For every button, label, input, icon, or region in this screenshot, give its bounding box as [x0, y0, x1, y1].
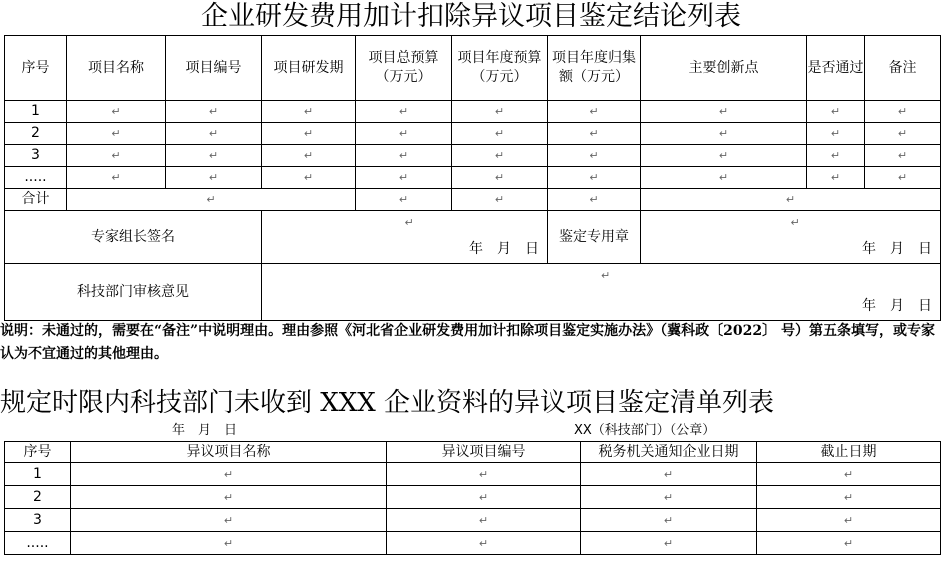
expert-sign-label: 专家组长签名 — [5, 211, 262, 264]
header-notice-date: 税务机关通知企业日期 — [581, 442, 757, 463]
list-date: 年 月 日 — [172, 423, 238, 438]
expert-sign-cell[interactable] — [262, 211, 548, 264]
cell[interactable] — [387, 532, 581, 555]
para-mark: ↵ — [494, 171, 505, 184]
total-annual-budget-cell[interactable] — [452, 189, 548, 211]
cell[interactable] — [387, 486, 581, 509]
cell[interactable] — [356, 101, 452, 123]
para-mark: ↵ — [718, 105, 729, 118]
para-mark: ↵ — [206, 193, 216, 206]
table-row — [5, 486, 941, 509]
cell[interactable] — [581, 532, 757, 555]
para-mark: ↵ — [830, 171, 841, 184]
para-mark: ↵ — [398, 171, 409, 184]
cell[interactable] — [807, 145, 865, 167]
cell[interactable] — [548, 123, 641, 145]
cell[interactable] — [166, 101, 262, 123]
para-mark: ↵ — [843, 490, 854, 504]
cell[interactable] — [262, 145, 356, 167]
para-mark: ↵ — [303, 171, 314, 184]
para-mark: ↵ — [589, 193, 599, 206]
para-mark: ↵ — [830, 105, 841, 118]
row-seq: 2 — [5, 123, 67, 145]
cell[interactable] — [807, 167, 865, 189]
cell[interactable] — [641, 123, 807, 145]
header-seq: 序号 — [5, 442, 71, 463]
para-mark: ↵ — [830, 149, 841, 162]
para-mark: ↵ — [718, 127, 729, 140]
cell[interactable] — [548, 145, 641, 167]
cell[interactable] — [757, 509, 941, 532]
cell[interactable] — [641, 101, 807, 123]
cell[interactable] — [548, 101, 641, 123]
para-mark: ↵ — [843, 536, 854, 550]
para-mark: ↵ — [478, 467, 489, 481]
cell[interactable] — [262, 123, 356, 145]
para-mark: ↵ — [303, 105, 314, 118]
cell[interactable] — [865, 123, 941, 145]
para-mark: ↵ — [303, 149, 314, 162]
dept-opinion-label: 科技部门审核意见 — [5, 264, 262, 321]
total-label: 合计 — [5, 189, 67, 211]
cell[interactable] — [387, 509, 581, 532]
page-title: 企业研发费用加计扣除异议项目鉴定结论列表 — [201, 1, 741, 32]
cell[interactable] — [67, 145, 166, 167]
para-mark: ↵ — [494, 127, 505, 140]
header-project-period: 项目研发期 — [262, 36, 356, 101]
cell[interactable] — [865, 167, 941, 189]
para-mark: ↵ — [718, 149, 729, 162]
cell[interactable] — [71, 486, 387, 509]
para-mark: ↵ — [223, 467, 234, 481]
signature-row — [5, 211, 941, 264]
para-mark: ↵ — [718, 171, 729, 184]
cell[interactable] — [452, 167, 548, 189]
seal-label: 鉴定专用章 — [548, 211, 641, 264]
cell[interactable] — [356, 167, 452, 189]
cell[interactable] — [452, 145, 548, 167]
cell[interactable] — [71, 532, 387, 555]
expert-sign-date: 年 月 日 — [469, 241, 539, 257]
header-annual-budget: 项目年度预算（万元） — [452, 36, 548, 101]
para-mark: ↵ — [208, 171, 219, 184]
verdict-table — [4, 35, 941, 321]
cell[interactable] — [452, 101, 548, 123]
para-mark: ↵ — [494, 193, 505, 206]
para-mark: ↵ — [843, 467, 854, 481]
cell[interactable] — [807, 101, 865, 123]
para-mark: ↵ — [897, 171, 908, 184]
table-row — [5, 463, 941, 486]
cell[interactable] — [387, 463, 581, 486]
para-mark: ↵ — [830, 127, 841, 140]
header-objection-code: 异议项目编号 — [387, 442, 581, 463]
section-title: 规定时限内科技部门未收到 XXX 企业资料的异议项目鉴定清单列表 — [0, 388, 775, 418]
cell[interactable] — [166, 145, 262, 167]
para-mark: ↵ — [208, 149, 219, 162]
cell[interactable] — [166, 167, 262, 189]
para-mark: ↵ — [663, 536, 674, 550]
para-mark: ↵ — [111, 149, 121, 162]
para-mark: ↵ — [785, 193, 796, 206]
cell[interactable] — [67, 167, 166, 189]
row-seq: 3 — [5, 509, 71, 532]
para-mark: ↵ — [478, 490, 489, 504]
para-mark: ↵ — [843, 513, 854, 527]
cell[interactable] — [757, 486, 941, 509]
para-mark: ↵ — [398, 105, 409, 118]
cell[interactable] — [262, 167, 356, 189]
header-total-budget: 项目总预算（万元） — [356, 36, 452, 101]
para-mark: ↵ — [208, 105, 219, 118]
cell[interactable] — [757, 463, 941, 486]
list-dept-seal: XX（科技部门）（公章） — [574, 423, 716, 438]
para-mark: ↵ — [790, 216, 800, 229]
cell[interactable] — [356, 145, 452, 167]
total-cell[interactable] — [67, 189, 356, 211]
row-seq: 2 — [5, 486, 71, 509]
cell[interactable] — [452, 123, 548, 145]
cell[interactable] — [581, 486, 757, 509]
row-seq: ..... — [5, 167, 67, 189]
cell[interactable] — [581, 463, 757, 486]
dept-opinion-row — [5, 264, 941, 321]
explanation-note: 说明：未通过的，需要在“备注”中说明理由。理由参照《河北省企业研发费用加计扣除项目鉴定实施办法》（冀科政〔2022〕 号）第五条填写，或专家认为不宜通过的其他理由。 — [0, 323, 935, 362]
table-row — [5, 532, 941, 555]
cell[interactable] — [581, 509, 757, 532]
total-budget-cell[interactable] — [356, 189, 452, 211]
para-mark: ↵ — [494, 105, 505, 118]
objection-list-table — [4, 441, 941, 555]
row-seq: 1 — [5, 463, 71, 486]
table-row — [5, 509, 941, 532]
para-mark: ↵ — [897, 105, 908, 118]
para-mark: ↵ — [601, 269, 611, 282]
para-mark: ↵ — [223, 513, 234, 527]
seal-date: 年 月 日 — [862, 241, 932, 257]
cell[interactable] — [865, 145, 941, 167]
para-mark: ↵ — [111, 171, 121, 184]
para-mark: ↵ — [663, 467, 674, 481]
seal-cell[interactable] — [641, 211, 941, 264]
cell[interactable] — [262, 101, 356, 123]
para-mark: ↵ — [223, 490, 234, 504]
header-remark: 备注 — [865, 36, 941, 101]
cell[interactable] — [548, 167, 641, 189]
total-annual-amount-cell[interactable] — [548, 189, 641, 211]
para-mark: ↵ — [404, 216, 414, 229]
row-seq: ..... — [5, 532, 71, 555]
para-mark: ↵ — [589, 149, 599, 162]
para-mark: ↵ — [494, 149, 505, 162]
total-row — [5, 189, 941, 211]
cell[interactable] — [757, 532, 941, 555]
para-mark: ↵ — [897, 149, 908, 162]
header-innovation: 主要创新点 — [641, 36, 807, 101]
para-mark: ↵ — [223, 536, 234, 550]
para-mark: ↵ — [398, 193, 409, 206]
cell[interactable] — [356, 123, 452, 145]
para-mark: ↵ — [478, 536, 489, 550]
cell[interactable] — [641, 167, 807, 189]
header-seq: 序号 — [5, 36, 67, 101]
para-mark: ↵ — [589, 105, 599, 118]
row-seq: 1 — [5, 101, 67, 123]
header-annual-amount: 项目年度归集额（万元） — [548, 36, 641, 101]
cell[interactable] — [641, 145, 807, 167]
para-mark: ↵ — [478, 513, 489, 527]
para-mark: ↵ — [398, 127, 409, 140]
header-project-name: 项目名称 — [67, 36, 166, 101]
cell[interactable] — [67, 123, 166, 145]
total-rest-cell[interactable] — [641, 189, 941, 211]
header-objection-name: 异议项目名称 — [71, 442, 387, 463]
table-row — [5, 145, 941, 167]
table-row — [5, 167, 941, 189]
dept-opinion-cell[interactable] — [262, 264, 941, 321]
cell[interactable] — [71, 463, 387, 486]
cell[interactable] — [71, 509, 387, 532]
cell[interactable] — [166, 123, 262, 145]
para-mark: ↵ — [589, 171, 599, 184]
table-row — [5, 123, 941, 145]
cell[interactable] — [807, 123, 865, 145]
row-seq: 3 — [5, 145, 67, 167]
dept-opinion-date: 年 月 日 — [862, 298, 932, 314]
para-mark: ↵ — [663, 490, 674, 504]
para-mark: ↵ — [663, 513, 674, 527]
cell[interactable] — [67, 101, 166, 123]
header-project-code: 项目编号 — [166, 36, 262, 101]
para-mark: ↵ — [303, 127, 314, 140]
para-mark: ↵ — [111, 105, 121, 118]
para-mark: ↵ — [589, 127, 599, 140]
para-mark: ↵ — [897, 127, 908, 140]
header-deadline: 截止日期 — [757, 442, 941, 463]
para-mark: ↵ — [208, 127, 219, 140]
para-mark: ↵ — [111, 127, 121, 140]
table-row — [5, 101, 941, 123]
cell[interactable] — [865, 101, 941, 123]
header-passed: 是否通过 — [807, 36, 865, 101]
para-mark: ↵ — [398, 149, 409, 162]
